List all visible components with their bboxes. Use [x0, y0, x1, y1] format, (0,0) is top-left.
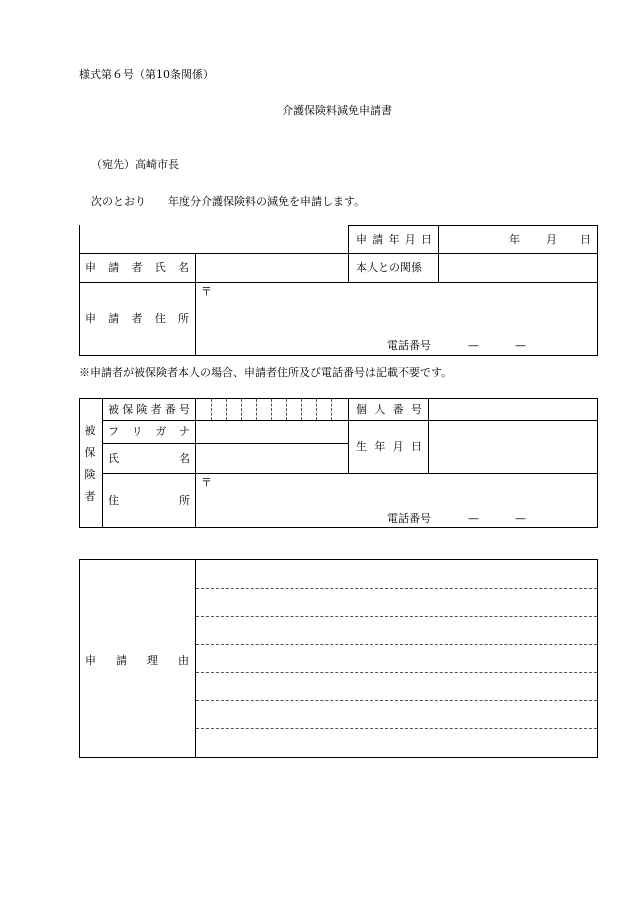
note: ※申請者が被保険者本人の場合、申請者住所及び電話番号は記載不要です。: [79, 366, 453, 379]
relation-field[interactable]: [439, 254, 597, 282]
intro-lead: 次のとおり: [91, 195, 146, 208]
insured-number-field[interactable]: [196, 399, 348, 420]
date-month-label: 月: [546, 233, 557, 246]
insured-number-label: 被 保 険 者 番 号: [108, 403, 190, 416]
reason-label: 申 請 理 由: [85, 654, 189, 667]
insured-name-field[interactable]: [196, 444, 348, 473]
phone-separator: —: [515, 512, 526, 525]
date-year-label: 年: [509, 233, 520, 246]
phone-separator: —: [515, 339, 526, 352]
insured-side-label: 険: [84, 468, 96, 481]
insured-side-label: 保: [84, 446, 96, 459]
postal-mark: 〒: [201, 476, 212, 489]
relation-label: 本人との関係: [356, 261, 422, 274]
insured-name-label: 氏 名: [108, 452, 190, 465]
insured-side-label: 被: [84, 424, 96, 437]
phone-separator: —: [468, 339, 479, 352]
applicant-name-label: 申 請 者 氏 名: [85, 261, 189, 274]
furigana-label: フ リ ガ ナ: [108, 425, 190, 438]
form-title: 介護保険料減免申請書: [282, 104, 392, 117]
insured-address-label: 住 所: [108, 494, 190, 507]
furigana-field[interactable]: [196, 421, 348, 443]
postal-mark: 〒: [201, 285, 212, 298]
applicant-address-label: 申 請 者 住 所: [85, 312, 189, 325]
birth-date-field[interactable]: [429, 421, 597, 473]
applicant-name-field[interactable]: [196, 254, 348, 282]
personal-number-field[interactable]: [429, 399, 597, 420]
personal-number-label: 個 人 番 号: [356, 403, 422, 416]
applicant-table-mask: [80, 224, 348, 226]
insured-side-label: 者: [84, 490, 96, 503]
date-day-label: 日: [580, 233, 591, 246]
insured-phone-label: 電話番号: [387, 512, 431, 525]
phone-separator: —: [468, 512, 479, 525]
application-date-field[interactable]: [439, 226, 597, 253]
reason-field[interactable]: [196, 560, 597, 757]
applicant-phone-label: 電話番号: [387, 339, 431, 352]
birth-date-label: 生 年 月 日: [356, 440, 422, 453]
application-date-label: 申 請 年 月 日: [356, 233, 432, 246]
intro-rest: 年度分介護保険料の減免を申請します。: [168, 195, 366, 208]
form-number: 様式第６号（第10条関係）: [79, 68, 214, 81]
intro-text: [91, 193, 365, 209]
addressee: （宛先）高崎市長: [91, 158, 179, 171]
